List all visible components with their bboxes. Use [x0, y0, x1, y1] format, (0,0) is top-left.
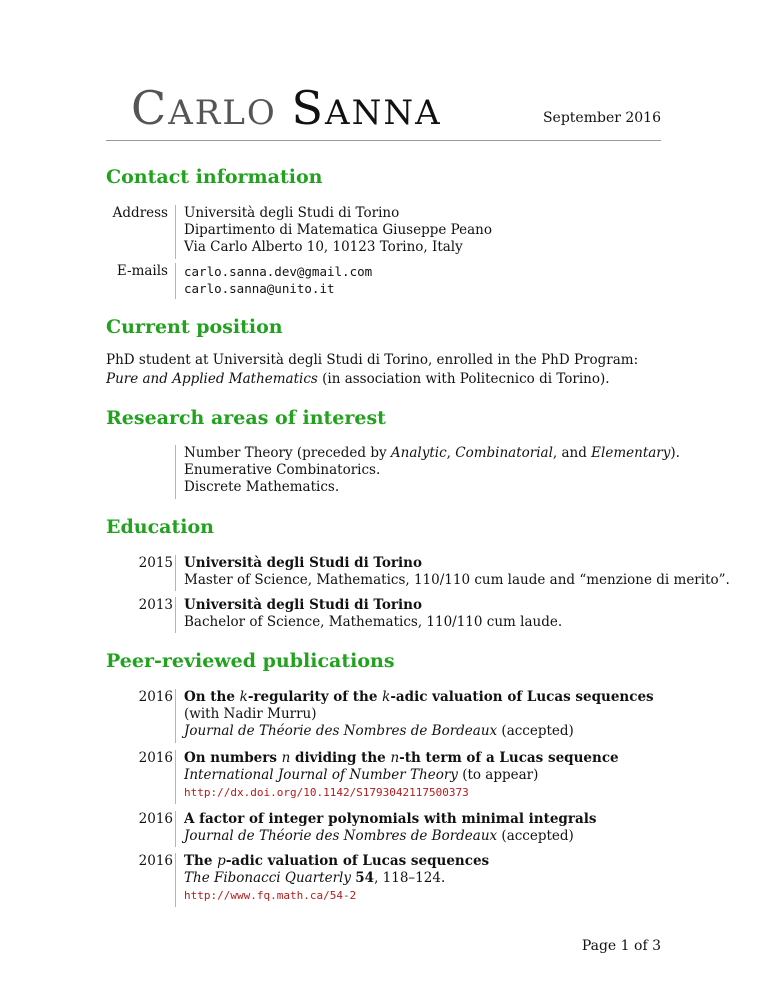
cv-name: CARLO SANNA [131, 81, 442, 135]
section-heading-research: Research areas of interest [106, 407, 386, 429]
section-heading-publications: Peer-reviewed publications [106, 650, 395, 672]
publication-divider [175, 811, 176, 847]
address-label: Address [112, 205, 168, 221]
publication-link[interactable]: http://www.fq.math.ca/54-2 [184, 889, 357, 902]
emails-divider [175, 263, 176, 299]
education-entry: Università degli Studi di Torino Master of Science, Mathematics, 110/110 cum laude and “menzione di merito”. [184, 555, 730, 588]
position-text: PhD student at Università degli Studi di Torino, enrolled in the PhD Program: Pure and Applied Mathematics (in association with Politecnico di Torino). [106, 352, 639, 387]
cv-date: September 2016 [542, 110, 661, 126]
publication-divider [175, 750, 176, 804]
page-number: Page 1 of 3 [581, 938, 661, 954]
section-heading-position: Current position [106, 316, 283, 338]
education-year: 2013 [138, 597, 173, 613]
publication-year: 2016 [138, 811, 173, 827]
publication-divider [175, 689, 176, 743]
address-divider [175, 205, 176, 259]
publication-link[interactable]: http://dx.doi.org/10.1142/S1793042117500373 [184, 786, 469, 799]
publication-year: 2016 [138, 689, 173, 705]
publication-entry: The p-adic valuation of Lucas sequences The Fibonacci Quarterly 54, 118–124. http://www.fq.math.ca/54-2 [184, 853, 490, 902]
research-list: Number Theory (preceded by Analytic, Combinatorial, and Elementary). Enumerative Combinatorics. Discrete Mathematics. [184, 445, 680, 495]
emails-label: E-mails [116, 263, 168, 279]
education-divider [175, 597, 176, 633]
publication-entry: A factor of integer polynomials with minimal integrals Journal de Théorie des Nombres de Bordeaux (accepted) [184, 811, 597, 844]
publication-entry: On the k-regularity of the k-adic valuation of Lucas sequences (with Nadir Murru) Journal de Théorie des Nombres de Bordeaux (accepted) [184, 689, 654, 739]
publication-year: 2016 [138, 853, 173, 869]
section-heading-contact: Contact information [106, 166, 323, 188]
email-link[interactable]: carlo.sanna@unito.it [184, 281, 335, 296]
address-block: Università degli Studi di Torino Dipartimento di Matematica Giuseppe Peano Via Carlo Alberto 10, 10123 Torino, Italy [184, 205, 493, 255]
header-divider [106, 140, 661, 141]
section-heading-education: Education [106, 516, 214, 538]
publication-entry: On numbers n dividing the n-th term of a Lucas sequence International Journal of Number Theory (to appear) http://dx.doi.org/10.1142/S1793042117500373 [184, 750, 619, 799]
email-link[interactable]: carlo.sanna.dev@gmail.com [184, 264, 373, 279]
publication-divider [175, 853, 176, 907]
research-divider [175, 445, 176, 499]
publication-year: 2016 [138, 750, 173, 766]
emails-block [184, 263, 372, 297]
education-entry: Università degli Studi di Torino Bachelor of Science, Mathematics, 110/110 cum laude. [184, 597, 563, 630]
education-divider [175, 555, 176, 591]
education-year: 2015 [138, 555, 173, 571]
